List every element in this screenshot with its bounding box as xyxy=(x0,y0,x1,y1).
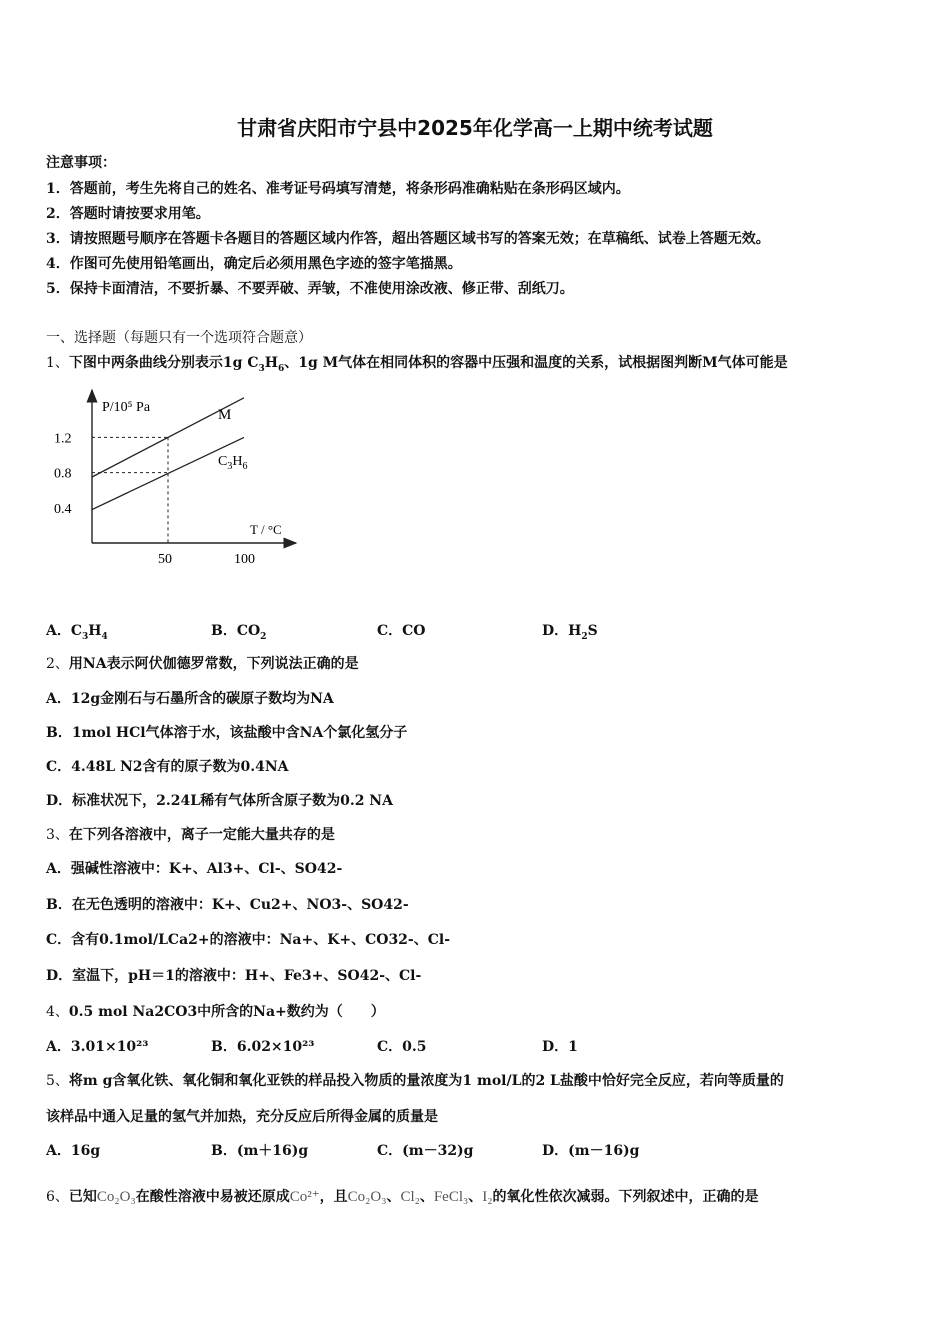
separator: 、 xyxy=(386,1189,401,1205)
q2-option-c[interactable]: C．4.48L N2含有的原子数为0.4NA xyxy=(46,759,289,775)
question-6 xyxy=(46,1186,758,1206)
q1-text-a: 下图中两条曲线分别表示1g C xyxy=(68,355,259,371)
q2-option-b[interactable]: B．1mol HCl气体溶于水，该盐酸中含NA个氯化氢分子 xyxy=(46,725,408,741)
q5-text-line1: 将m g含氧化铁、氧化铜和氧化亚铁的样品投入物质的量浓度为1 mol/L的2 L盐酸中恰好完全反应，若向等质量的 xyxy=(68,1073,784,1089)
q4-option-b[interactable]: B．6.02×10²³ xyxy=(211,1039,315,1055)
q2-option-d[interactable]: D．标准状况下，2.24L稀有气体所含原子数为0.2 NA xyxy=(46,793,393,809)
y-tick-label: 1.2 xyxy=(54,431,72,447)
q4-text: 0.5 mol Na2CO3中所含的Na+数约为（ ） xyxy=(68,1004,385,1020)
q1-sub: 6 xyxy=(277,363,285,374)
q6-text-d: 的氧化性依次减弱。下列叙述中，正确的是 xyxy=(492,1189,759,1205)
q5-option-c[interactable]: C．(m－32)g xyxy=(377,1143,474,1159)
notice-item-5: 5．保持卡面清洁，不要折暴、不要弄破、弄皱，不准使用涂改液、修正带、刮纸刀。 xyxy=(46,281,574,297)
section-heading: 一、选择题（每题只有一个选项符合题意） xyxy=(46,330,312,346)
formula-image: Cl₂ xyxy=(400,1189,420,1205)
q1-sub: 3 xyxy=(258,363,265,374)
series-label: $C_3H_6$ xyxy=(218,454,248,472)
q5-option-d[interactable]: D．(m－16)g xyxy=(542,1143,640,1159)
dashed-guides xyxy=(92,437,168,543)
y-tick-labels xyxy=(54,431,72,516)
series-label: M xyxy=(218,407,232,423)
q6-text-a: 已知 xyxy=(68,1189,97,1205)
q1-option-c[interactable]: C．CO xyxy=(377,623,426,639)
y-tick-label: 0.8 xyxy=(54,466,72,482)
separator: 、 xyxy=(468,1189,483,1205)
page-title: 甘肃省庆阳市宁县中2025年化学高一上期中统考试题 xyxy=(237,116,713,140)
formula-image: Co₂O₃ xyxy=(96,1189,136,1205)
separator: 、 xyxy=(419,1189,434,1205)
q3-option-b[interactable]: B．在无色透明的溶液中：K+、Cu2+、NO3-、SO42- xyxy=(46,897,409,913)
question-5 xyxy=(46,1070,784,1090)
formula-image: I₂ xyxy=(482,1189,493,1205)
question-number: 3、 xyxy=(46,827,69,843)
y-axis-label: P/10⁵ Pa xyxy=(102,400,151,415)
q6-text-b: 在酸性溶液中易被还原成 xyxy=(135,1189,290,1205)
formula-image: FeCl₃ xyxy=(433,1189,469,1205)
q1-option-a[interactable]: A．$C_3H_4$ xyxy=(46,623,108,642)
notice-item-4: 4．作图可先使用铅笔画出，确定后必须用黑色字迹的签字笔描黑。 xyxy=(46,256,462,272)
x-tick-labels xyxy=(158,552,255,567)
x-tick-label: 100 xyxy=(234,552,255,567)
question-1 xyxy=(46,352,788,374)
q5-option-a[interactable]: A．16g xyxy=(46,1143,101,1159)
q3-option-d[interactable]: D．室温下，pH＝1的溶液中：H+、Fe3+、SO42-、Cl- xyxy=(46,968,422,984)
question-2 xyxy=(46,653,359,673)
notice-item-1: 1．答题前，考生先将自己的姓名、准考证号码填写清楚，将条形码准确粘贴在条形码区域内。 xyxy=(46,181,630,197)
notice-item-3: 3．请按照题号顺序在答题卡各题目的答题区域内作答，超出答题区域书写的答案无效；在草稿纸、试卷上答题无效。 xyxy=(46,231,770,247)
q1-option-b[interactable]: B．$CO_2$ xyxy=(211,623,267,642)
notice-item-2: 2．答题时请按要求用笔。 xyxy=(46,206,210,222)
question-4 xyxy=(46,1001,385,1021)
q5-option-b[interactable]: B．(m＋16)g xyxy=(211,1143,309,1159)
q3-option-c[interactable]: C．含有0.1mol/LCa2+的溶液中：Na+、K+、CO32-、Cl- xyxy=(46,932,451,948)
q1-option-d[interactable]: D．$H_2S$ xyxy=(542,623,598,642)
y-tick-label: 0.4 xyxy=(54,501,72,517)
formula-image: Co²⁺ xyxy=(289,1189,320,1205)
formula-image: Co₂O₃ xyxy=(347,1189,387,1205)
q5-text-line2: 该样品中通入足量的氢气并加热，充分反应后所得金属的质量是 xyxy=(46,1109,438,1125)
q1-text-c: 、1g M气体在相同体积的容器中压强和温度的关系，试根据图判断M气体可能是 xyxy=(284,355,788,371)
q2-text: 用NA表示阿伏伽德罗常数，下列说法正确的是 xyxy=(68,656,359,672)
q1-text-b: H xyxy=(264,355,278,371)
question-number: 2、 xyxy=(46,656,69,672)
q6-text-c: ，且 xyxy=(319,1189,348,1205)
q2-option-a[interactable]: A．12g金刚石与石墨所含的碳原子数均为NA xyxy=(46,691,334,707)
question-number: 6、 xyxy=(46,1189,69,1205)
q3-text: 在下列各溶液中，离子一定能大量共存的是 xyxy=(68,827,335,843)
q4-option-d[interactable]: D．1 xyxy=(542,1039,578,1055)
q4-option-a[interactable]: A．3.01×10²³ xyxy=(46,1039,149,1055)
q3-option-a[interactable]: A．强碱性溶液中：K+、Al3+、Cl-、SO42- xyxy=(46,861,343,877)
x-tick-label: 50 xyxy=(158,552,172,567)
question-number: 5、 xyxy=(46,1073,69,1089)
q4-option-c[interactable]: C．0.5 xyxy=(377,1039,427,1055)
question-number: 1、 xyxy=(46,355,69,371)
x-axis-label: T / °C xyxy=(250,522,282,537)
question-number: 4、 xyxy=(46,1004,69,1020)
notice-heading: 注意事项： xyxy=(46,155,116,171)
pressure-temperature-graph xyxy=(46,385,316,570)
question-3 xyxy=(46,824,335,844)
